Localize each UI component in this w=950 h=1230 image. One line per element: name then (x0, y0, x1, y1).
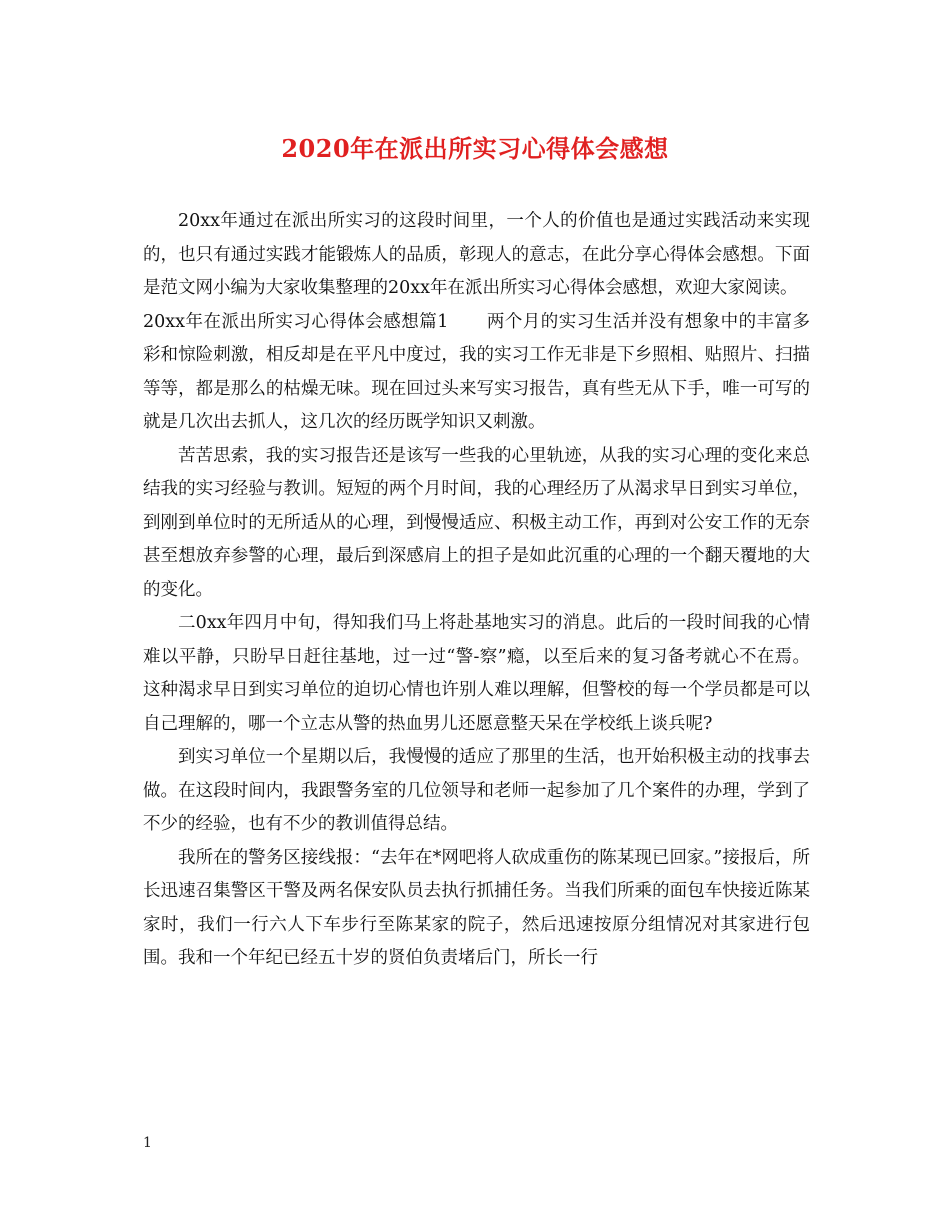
body-paragraph: 苦苦思索，我的实习报告还是该写一些我的心里轨迹，从我的实习心理的变化来总结我的实习经验与教训。短短的两个月时间，我的心理经历了从渴求早日到实习单位，到刚到单位时的无所适从的心理，到慢慢适应、积极主动工作，再到对公安工作的无奈甚至想放弃参警的心理，最后到深感肩上的担子是如此沉重的心理的一个翻天覆地的大的变化。 (143, 445, 810, 600)
section-paragraph (143, 306, 810, 440)
document-title: 2020年在派出所实习心得体会感想 (281, 134, 669, 163)
body-paragraph: 我所在的警务区接线报：“去年在*网吧将人砍成重伤的陈某现已回家。”接报后，所长迅速召集警区干警及两名保安队员去执行抓捕任务。当我们所乘的面包车快接近陈某家时，我们一行六人下车步行至陈某家的院子，然后迅速按原分组情况对其家进行包围。我和一个年纪已经五十岁的贤伯负责堵后门，所长一行 (143, 847, 810, 968)
body-paragraph: 到实习单位一个星期以后，我慢慢的适应了那里的生活，也开始积极主动的找事去做。在这段时间内，我跟警务室的几位领导和老师一起参加了几个案件的办理，学到了不少的经验，也有不少的教训值得总结。 (143, 747, 810, 834)
intro-paragraph: 20xx年通过在派出所实习的这段时间里，一个人的价值也是通过实践活动来实现的，也只有通过实践才能锻炼人的品质，彰现人的意志，在此分享心得体会感想。下面是范文网小编为大家收集整理的20xx年在派出所实习心得体会感想，欢迎大家阅读。 (143, 211, 810, 298)
page-number: 1 (143, 1135, 152, 1151)
section-lead-text: 两个月的实习生活并没有想象中的丰富多彩和惊险刺激，相反却是在平凡中度过，我的实习工作无非是下乡照相、贴照片、扫描等等，都是那么的枯燥无味。现在回过头来写实习报告，真有些无从下手，唯一可写的就是几次出去抓人，这几次的经历既学知识又刺激。 (143, 311, 811, 432)
section-heading: 20xx年在派出所实习心得体会感想篇1 (143, 311, 449, 332)
body-paragraph: 二0xx年四月中旬，得知我们马上将赴基地实习的消息。此后的一段时间我的心情难以平静，只盼早日赶往基地，过一过“警-察”瘾，以至后来的复习备考就心不在焉。这种渴求早日到实习单位的迫切心情也许别人难以理解，但警校的每一个学员都是可以自己理解的，哪一个立志从警的热血男儿还愿意整天呆在学校纸上谈兵呢? (143, 613, 810, 734)
document-body (143, 205, 810, 976)
